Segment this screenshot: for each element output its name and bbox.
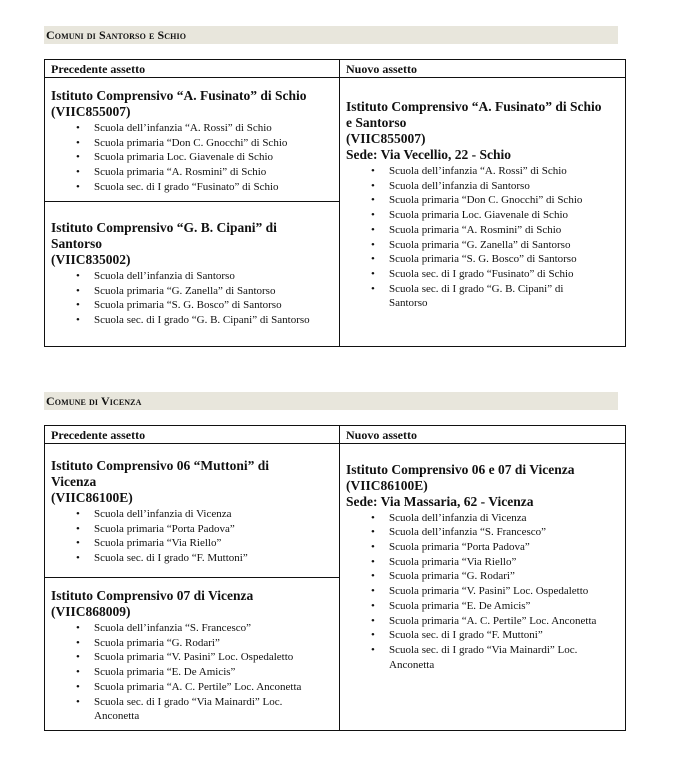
- list-item: • Scuola primaria “A. Rosmini” di Schio: [94, 165, 331, 180]
- list-item: • Scuola primaria “A. Rosmini” di Schio: [389, 223, 617, 238]
- list-item: • Scuola dell’infanzia “S. Francesco”: [94, 621, 331, 636]
- list-item: • Scuola primaria “E. De Amicis”: [389, 599, 617, 614]
- header-new: Nuovo assetto: [340, 60, 626, 78]
- school-list: [51, 507, 331, 566]
- list-item: • Scuola dell’infanzia di Santorso: [94, 269, 331, 284]
- list-item: • Scuola primaria “S. G. Bosco” di Santorso: [94, 298, 331, 313]
- list-item: • Scuola dell’infanzia di Vicenza: [389, 511, 617, 526]
- new-institute-cell: [340, 78, 626, 347]
- list-item: • Scuola primaria “A. C. Pertile” Loc. Anconetta: [94, 680, 331, 695]
- list-item: • Scuola dell’infanzia di Santorso: [389, 179, 617, 194]
- institute-name: Istituto Comprensivo “A. Fusinato” di Schio (VIIC855007): [51, 88, 307, 119]
- list-item: • Scuola primaria “G. Rodari”: [389, 569, 617, 584]
- list-item: • Scuola primaria “E. De Amicis”: [94, 665, 331, 680]
- new-institute-cell: [340, 444, 626, 731]
- header-prev: Precedente assetto: [45, 426, 340, 444]
- list-item: • Scuola primaria “G. Rodari”: [94, 636, 331, 651]
- list-item: • Scuola sec. di I grado “F. Muttoni”: [389, 628, 617, 643]
- prev-institute-cell: [45, 78, 340, 202]
- institute-name: Istituto Comprensivo 06 “Muttoni” di Vicenza (VIIC86100E): [51, 458, 270, 505]
- list-item: • Scuola primaria “Don C. Gnocchi” di Schio: [94, 136, 331, 151]
- list-item: • Scuola primaria “A. C. Pertile” Loc. Anconetta: [389, 614, 617, 629]
- list-item: • Scuola sec. di I grado “F. Muttoni”: [94, 551, 331, 566]
- list-item: • Scuola primaria “G. Zanella” di Santorso: [389, 238, 617, 253]
- prev-institute-cell: [45, 444, 340, 578]
- list-item: • Scuola dell’infanzia di Vicenza: [94, 507, 331, 522]
- school-list: [346, 164, 617, 311]
- list-item: • Scuola sec. di I grado “Fusinato” di Schio: [389, 267, 617, 282]
- institute-name: Istituto Comprensivo 06 e 07 di Vicenza (VIIC86100E) Sede: Via Massaria, 62 - Vicenza: [346, 461, 575, 509]
- assetto-table-vicenza: [44, 425, 626, 731]
- list-item: • Scuola sec. di I grado “G. B. Cipani” di Santorso: [94, 313, 331, 328]
- list-item: • Scuola sec. di I grado “Fusinato” di Schio: [94, 180, 331, 195]
- list-item: • Scuola sec. di I grado “Via Mainardi” Loc. Anconetta: [389, 643, 617, 672]
- list-item: • Scuola sec. di I grado “Via Mainardi” Loc. Anconetta: [94, 695, 331, 724]
- list-item: • Scuola primaria “V. Pasini” Loc. Ospedaletto: [389, 584, 617, 599]
- institute-name: Istituto Comprensivo 07 di Vicenza (VIIC868009): [51, 588, 254, 619]
- list-item: • Scuola primaria “Porta Padova”: [94, 522, 331, 537]
- school-list: [51, 621, 331, 724]
- list-item: • Scuola primaria “V. Pasini” Loc. Ospedaletto: [94, 650, 331, 665]
- section-title-santorso-schio: Comuni di Santorso e Schio: [46, 28, 187, 42]
- list-item: • Scuola primaria Loc. Giavenale di Schio: [389, 208, 617, 223]
- list-item: • Scuola primaria “S. G. Bosco” di Santorso: [389, 252, 617, 267]
- list-item: • Scuola primaria “Via Riello”: [94, 536, 331, 551]
- list-item: • Scuola primaria “Porta Padova”: [389, 540, 617, 555]
- list-item: • Scuola dell’infanzia “A. Rossi” di Schio: [94, 121, 331, 136]
- school-list: [51, 121, 331, 195]
- list-item: • Scuola dell’infanzia “A. Rossi” di Schio: [389, 164, 617, 179]
- institute-name: Istituto Comprensivo “G. B. Cipani” di Santorso (VIIC835002): [51, 220, 277, 267]
- prev-institute-cell: [45, 202, 340, 347]
- school-list: [51, 269, 331, 328]
- list-item: • Scuola sec. di I grado “G. B. Cipani” di Santorso: [389, 282, 617, 311]
- header-new: Nuovo assetto: [340, 426, 626, 444]
- assetto-table-santorso-schio: [44, 59, 626, 347]
- list-item: • Scuola primaria Loc. Giavenale di Schio: [94, 150, 331, 165]
- section-title-vicenza: Comune di Vicenza: [46, 394, 142, 408]
- list-item: • Scuola primaria “Don C. Gnocchi” di Schio: [389, 193, 617, 208]
- school-list: [346, 511, 617, 673]
- prev-institute-cell: [45, 578, 340, 731]
- header-prev: Precedente assetto: [45, 60, 340, 78]
- list-item: • Scuola dell’infanzia “S. Francesco”: [389, 525, 617, 540]
- institute-name: Istituto Comprensivo “A. Fusinato” di Schio e Santorso (VIIC855007) Sede: Via Vecellio, 22 - Schio: [346, 98, 602, 162]
- list-item: • Scuola primaria “G. Zanella” di Santorso: [94, 284, 331, 299]
- list-item: • Scuola primaria “Via Riello”: [389, 555, 617, 570]
